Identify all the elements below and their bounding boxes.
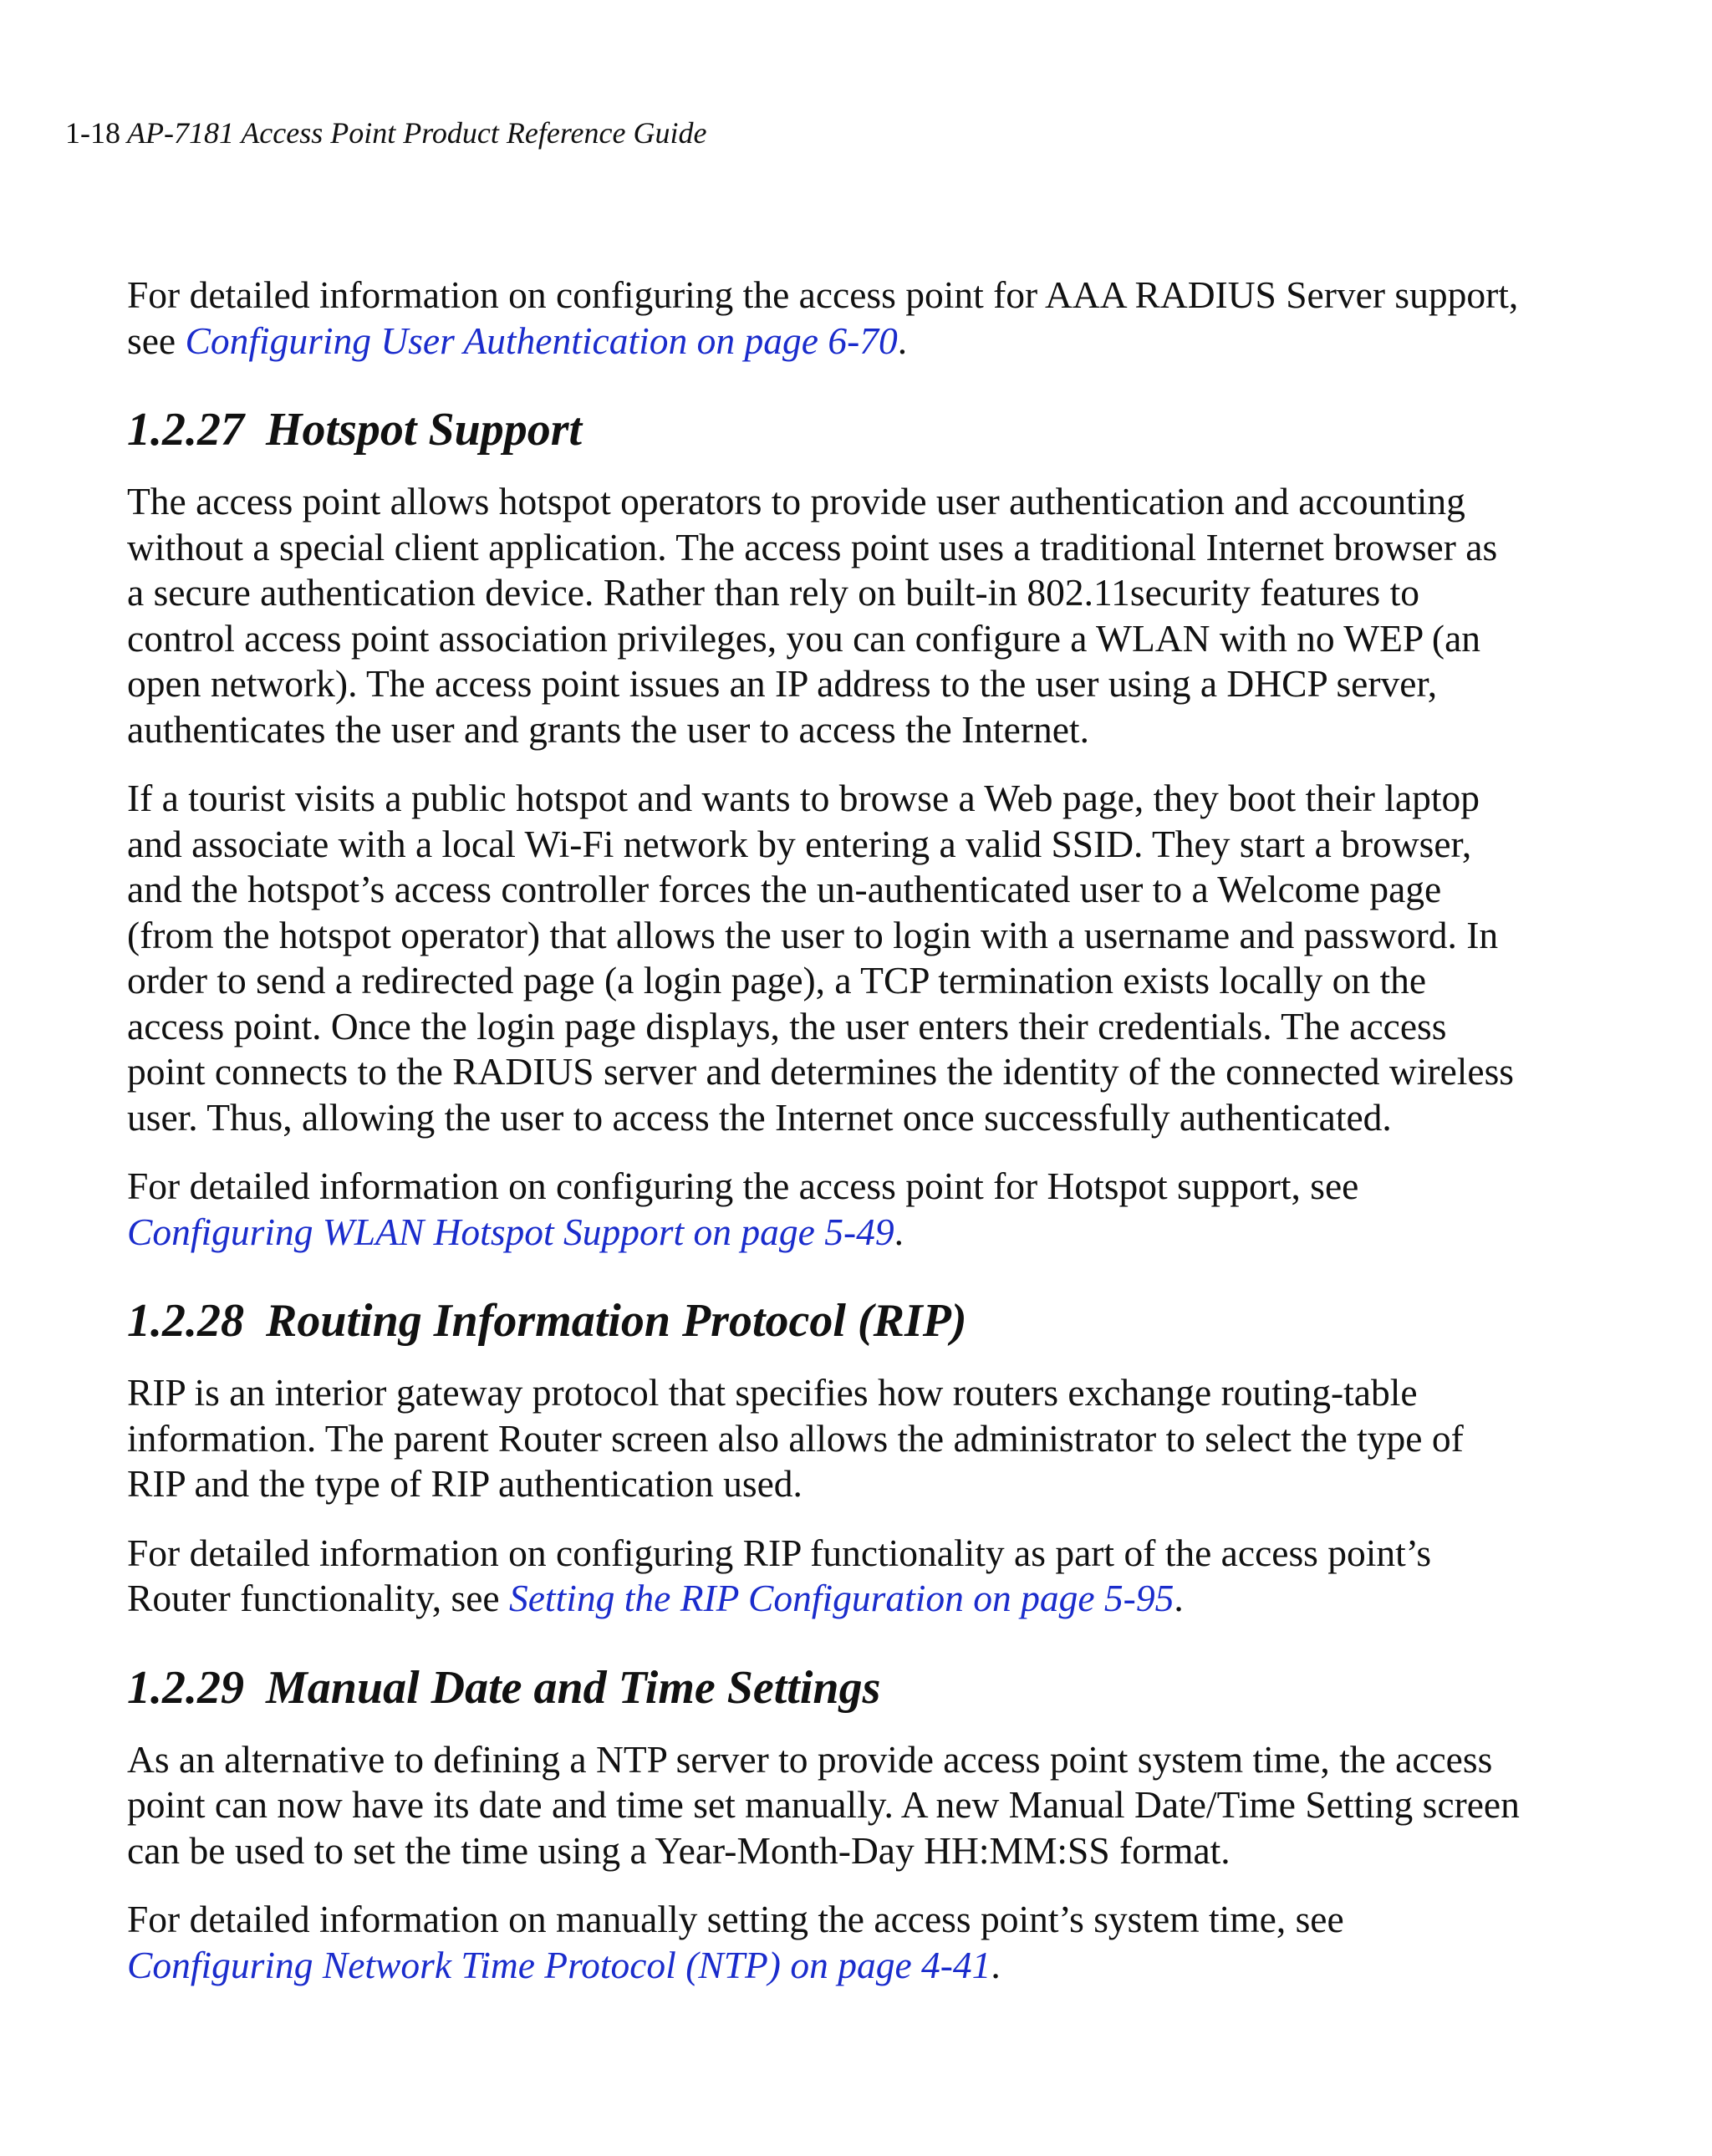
link-configuring-wlan-hotspot-support[interactable]: Configuring WLAN Hotspot Support on page 5-49 xyxy=(127,1210,894,1253)
hotspot-paragraph-1: The access point allows hotspot operators to provide user authentication and accounting without a special client application. The access point uses a traditional Internet browser as a secure authentication device. Rather than rely on built-in 802.11security features to control access point association privileges, you can configure a WLAN with no WEP (an open network). The access point issues an IP address to the user using a DHCP server, authenticates the user and grants the user to access the Internet. xyxy=(127,480,1498,751)
rip-ref-text: For detailed information on configuring RIP functionality as part of the access point’s Router functionality, see xyxy=(127,1531,1432,1619)
heading-manual-date-time-settings xyxy=(127,1660,1523,1715)
section-title: Routing Information Protocol (RIP) xyxy=(266,1295,967,1347)
page-number: 1-18 xyxy=(65,116,120,150)
datetime-ref-period: . xyxy=(991,1943,1001,1986)
section-title: Manual Date and Time Settings xyxy=(266,1661,881,1714)
guide-title: AP-7181 Access Point Product Reference Guide xyxy=(127,116,707,150)
intro-period: . xyxy=(897,319,908,362)
hotspot-paragraph-3 xyxy=(127,1164,1523,1255)
datetime-paragraph-2 xyxy=(127,1897,1523,1988)
heading-routing-information-protocol xyxy=(127,1293,1523,1348)
hotspot-ref-text: For detailed information on configuring the access point for Hotspot support, see xyxy=(127,1165,1359,1207)
link-setting-rip-configuration[interactable]: Setting the RIP Configuration on page 5-95 xyxy=(508,1577,1174,1619)
intro-paragraph xyxy=(127,273,1523,364)
datetime-paragraph-1: As an alternative to defining a NTP server to provide access point system time, the access point can now have its date and time set manually. A new Manual Date/Time Setting screen can be used to set the time using a Year-Month-Day HH:MM:SS format. xyxy=(127,1737,1520,1872)
section-number: 1.2.28 xyxy=(127,1295,244,1347)
link-configuring-user-authentication[interactable]: Configuring User Authentication on page 6-70 xyxy=(185,319,898,362)
page-header xyxy=(65,115,706,151)
datetime-ref-text: For detailed information on manually setting the access point’s system time, see xyxy=(127,1898,1344,1940)
hotspot-ref-period: . xyxy=(894,1210,904,1253)
rip-paragraph-2 xyxy=(127,1531,1523,1622)
hotspot-paragraph-2: If a tourist visits a public hotspot and wants to browse a Web page, they boot their laptop and associate with a local Wi-Fi network by entering a valid SSID. They start a browser, and the hotspot’s access controller forces the un-authenticated user to a Welcome page (from the hotspot operator) that allows the user to login with a username and password. In order to send a redirected page (a login page), a TCP termination exists locally on the access point. Once the login page displays, the user enters their credentials. The access point connects to the RADIUS server and determines the identity of the connected wireless user. Thus, allowing the user to access the Internet once successfully authenticated. xyxy=(127,777,1515,1139)
intro-text: For detailed information on configuring the access point for AAA RADIUS Server support, see xyxy=(127,273,1519,362)
section-number: 1.2.27 xyxy=(127,404,244,456)
heading-hotspot-support xyxy=(127,402,1523,457)
rip-paragraph-1: RIP is an interior gateway protocol that specifies how routers exchange routing-table information. The parent Router screen also allows the administrator to select the type of RIP and the type of RIP authentication used. xyxy=(127,1371,1464,1505)
page-content xyxy=(127,273,1523,2011)
rip-ref-period: . xyxy=(1174,1577,1184,1619)
link-configuring-ntp[interactable]: Configuring Network Time Protocol (NTP) on page 4-41 xyxy=(127,1943,991,1986)
section-title: Hotspot Support xyxy=(266,404,583,456)
section-number: 1.2.29 xyxy=(127,1661,244,1714)
